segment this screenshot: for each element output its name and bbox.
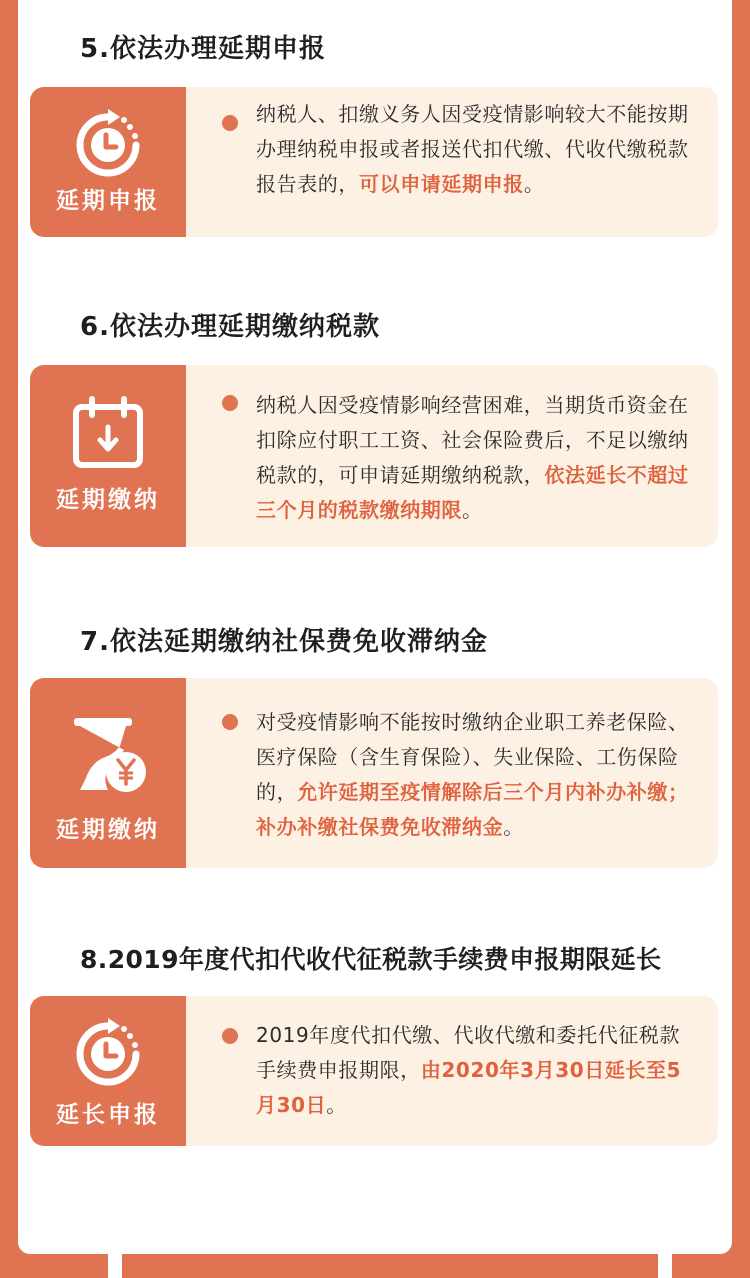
card-icon-panel [30, 678, 186, 868]
clock-icon [68, 105, 148, 185]
calendar-icon [68, 393, 148, 473]
bottom-strip-left [108, 1254, 122, 1278]
bottom-strip-right [658, 1254, 672, 1278]
card-text-tail: 。 [503, 815, 524, 839]
card-text-highlight: 依法延长不超过三个月的税款缴纳期限 [256, 463, 689, 522]
card-text-highlight: 由2020年3月30日延长至5月30日 [256, 1058, 682, 1117]
info-card [30, 87, 718, 237]
section-title: 6.依法办理延期缴纳税款 [80, 312, 380, 342]
card-text-tail: 。 [523, 172, 545, 196]
card-text [256, 705, 696, 845]
card-label: 延期申报 [56, 188, 160, 214]
card-text-highlight: 允许延期至疫情解除后三个月内补办补缴；补办补缴社保费免收滞纳金 [256, 780, 689, 839]
bullet-icon [222, 115, 238, 131]
card-text-tail: 。 [462, 498, 483, 522]
card-text-highlight: 可以申请延期申报 [359, 172, 524, 196]
card-label: 延期缴纳 [56, 487, 160, 513]
card-icon-panel [30, 365, 186, 547]
card-text-plain: 纳税人因受疫情影响经营困难，当期货币资金在扣除应付职工工资、社会保险费后，不足以缴纳税款的，可申请延期缴纳税款， [256, 393, 689, 487]
bullet-icon [222, 1028, 238, 1044]
card-text-plain: 对受疫情影响不能按时缴纳企业职工养老保险、医疗保险（含生育保险）、失业保险、工伤保险的， [256, 710, 689, 804]
card-label: 延期缴纳 [56, 817, 160, 843]
hourglass-yen-icon [68, 716, 148, 796]
section-title: 5.依法办理延期申报 [80, 34, 326, 64]
clock-icon [68, 1014, 148, 1094]
section-title: 8.2019年度代扣代收代征税款手续费申报期限延长 [80, 945, 662, 974]
card-label: 延长申报 [56, 1102, 160, 1128]
card-icon-panel [30, 996, 186, 1146]
card-text [256, 388, 696, 528]
card-text-tail: 。 [326, 1093, 347, 1117]
bullet-icon [222, 714, 238, 730]
info-card [30, 678, 718, 868]
bullet-icon [222, 395, 238, 411]
section-title: 7.依法延期缴纳社保费免收滞纳金 [80, 627, 488, 657]
card-text-plain: 2019年度代扣代缴、代收代缴和委托代征税款手续费申报期限， [256, 1023, 681, 1082]
card-text-plain: 纳税人、扣缴义务人因受疫情影响较大不能按期办理纳税申报或者报送代扣代缴、代收代缴税款报告表的， [256, 102, 689, 196]
card-text [256, 97, 696, 202]
card-text [256, 1018, 696, 1123]
card-icon-panel [30, 87, 186, 237]
info-card [30, 996, 718, 1146]
info-card [30, 365, 718, 547]
